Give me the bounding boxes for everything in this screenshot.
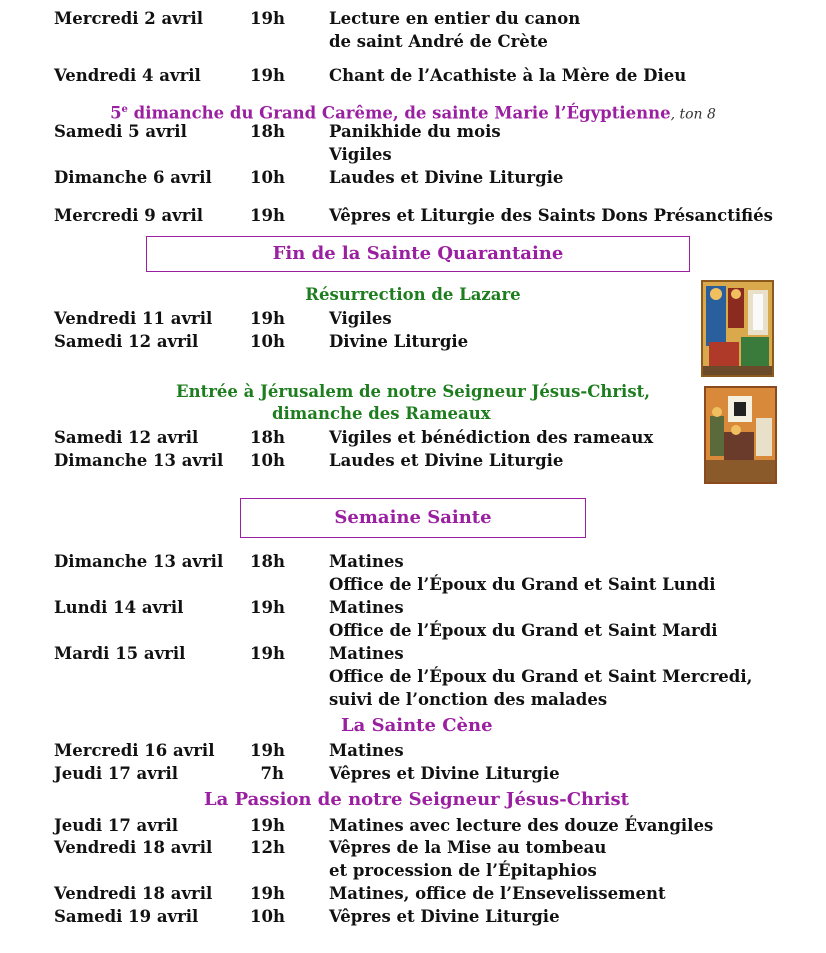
schedule-row — [0, 859, 826, 882]
heading-sainte-cene — [341, 714, 493, 738]
heading-superscript: e — [121, 104, 128, 115]
row-time: 10h — [250, 907, 285, 926]
heading-text: La Sainte Cène — [341, 715, 493, 736]
heading-text: La Passion de notre Seigneur Jésus-Christ — [204, 789, 629, 810]
schedule-row — [0, 619, 826, 642]
row-event: Matines, office de l’Ensevelissement — [329, 884, 666, 903]
row-time: 19h — [250, 816, 285, 835]
row-event: Matines — [329, 598, 404, 617]
schedule-row — [0, 64, 826, 87]
row-event: Matines — [329, 552, 404, 571]
row-time: 10h — [250, 451, 285, 470]
schedule-row — [0, 204, 826, 227]
section-title: Fin de la Sainte Quarantaine — [272, 243, 564, 264]
row-event: Office de l’Époux du Grand et Saint Lundi — [329, 575, 716, 594]
row-event: Vigiles — [329, 145, 392, 164]
heading-ton: , ton 8 — [670, 106, 716, 123]
row-day: Vendredi 11 avril — [54, 309, 213, 328]
heading-jerusalem-1 — [0, 381, 826, 403]
row-time: 18h — [250, 122, 285, 141]
schedule-row — [0, 573, 826, 596]
row-event: Vêpres et Divine Liturgie — [329, 764, 560, 783]
row-event: Vêpres et Divine Liturgie — [329, 907, 560, 926]
row-event: Matines avec lecture des douze Évangiles — [329, 816, 714, 835]
row-day: Mardi 15 avril — [54, 644, 186, 663]
row-day: Mercredi 16 avril — [54, 741, 215, 760]
heading-text: dimanche du Grand Carême, de sainte Marie l’Égyptienne — [127, 103, 671, 123]
row-day: Samedi 12 avril — [54, 428, 199, 447]
row-day: Jeudi 17 avril — [54, 816, 179, 835]
row-time: 19h — [250, 598, 285, 617]
row-day: Samedi 12 avril — [54, 332, 199, 351]
section-title: Semaine Sainte — [334, 507, 492, 528]
row-event: Matines — [329, 644, 404, 663]
heading-jerusalem-2 — [272, 403, 491, 425]
row-event: Panikhide du mois — [329, 122, 501, 141]
schedule-row — [0, 426, 826, 449]
row-event: Matines — [329, 741, 404, 760]
row-day: Vendredi 18 avril — [54, 884, 213, 903]
row-time: 18h — [250, 428, 285, 447]
schedule-row — [0, 814, 826, 837]
schedule-row — [0, 739, 826, 762]
heading-text: Résurrection de Lazare — [305, 285, 521, 304]
row-time: 7h — [260, 764, 284, 783]
row-day: Mercredi 9 avril — [54, 206, 203, 225]
schedule-row — [0, 166, 826, 189]
schedule-row — [0, 665, 826, 688]
row-time: 19h — [250, 66, 285, 85]
row-time: 10h — [250, 168, 285, 187]
row-time: 19h — [250, 741, 285, 760]
row-event: Vigiles et bénédiction des rameaux — [329, 428, 654, 447]
row-event: et procession de l’Épitaphios — [329, 861, 597, 880]
schedule-row — [0, 688, 826, 711]
row-event: Chant de l’Acathiste à la Mère de Dieu — [329, 66, 687, 85]
row-event: Vêpres et Liturgie des Saints Dons Présanctifiés — [329, 206, 773, 225]
schedule-row — [0, 642, 826, 665]
schedule-row — [0, 762, 826, 785]
schedule-row — [0, 30, 826, 53]
row-event: Divine Liturgie — [329, 332, 469, 351]
row-day: Samedi 5 avril — [54, 122, 187, 141]
row-event: Vêpres de la Mise au tombeau — [329, 838, 607, 857]
heading-number: 5 — [110, 103, 122, 123]
schedule-row — [0, 596, 826, 619]
row-time: 19h — [250, 644, 285, 663]
row-event: Office de l’Époux du Grand et Saint Mardi — [329, 621, 718, 640]
row-day: Vendredi 18 avril — [54, 838, 213, 857]
row-time: 12h — [250, 838, 285, 857]
row-event: suivi de l’onction des malades — [329, 690, 608, 709]
schedule-row — [0, 449, 826, 472]
row-day: Dimanche 6 avril — [54, 168, 212, 187]
row-event: Laudes et Divine Liturgie — [329, 168, 564, 187]
schedule-row — [0, 882, 826, 905]
row-event: Vigiles — [329, 309, 392, 328]
schedule-row — [0, 905, 826, 928]
row-event: de saint André de Crète — [329, 32, 548, 51]
row-day: Jeudi 17 avril — [54, 764, 179, 783]
row-time: 19h — [250, 9, 285, 28]
row-time: 19h — [250, 884, 285, 903]
heading-passion — [204, 788, 629, 812]
section-box-semaine-sainte — [240, 498, 586, 538]
row-time: 10h — [250, 332, 285, 351]
heading-text: Entrée à Jérusalem de notre Seigneur Jésus-Christ, — [176, 382, 650, 401]
section-box-fin-quarantaine — [146, 236, 690, 272]
row-day: Vendredi 4 avril — [54, 66, 201, 85]
row-day: Dimanche 13 avril — [54, 552, 224, 571]
row-day: Samedi 19 avril — [54, 907, 199, 926]
schedule-row — [0, 550, 826, 573]
schedule-row — [0, 836, 826, 859]
row-time: 19h — [250, 206, 285, 225]
schedule-row — [0, 7, 826, 30]
row-day: Lundi 14 avril — [54, 598, 184, 617]
row-time: 18h — [250, 552, 285, 571]
row-event: Laudes et Divine Liturgie — [329, 451, 564, 470]
lazarus-icon-image — [701, 280, 774, 377]
row-day: Mercredi 2 avril — [54, 9, 203, 28]
row-event: Lecture en entier du canon — [329, 9, 581, 28]
schedule-row — [0, 120, 826, 143]
row-day: Dimanche 13 avril — [54, 451, 224, 470]
schedule-row — [0, 143, 826, 166]
row-event: Office de l’Époux du Grand et Saint Mercredi, — [329, 667, 753, 686]
row-time: 19h — [250, 309, 285, 328]
heading-text: dimanche des Rameaux — [272, 404, 491, 423]
